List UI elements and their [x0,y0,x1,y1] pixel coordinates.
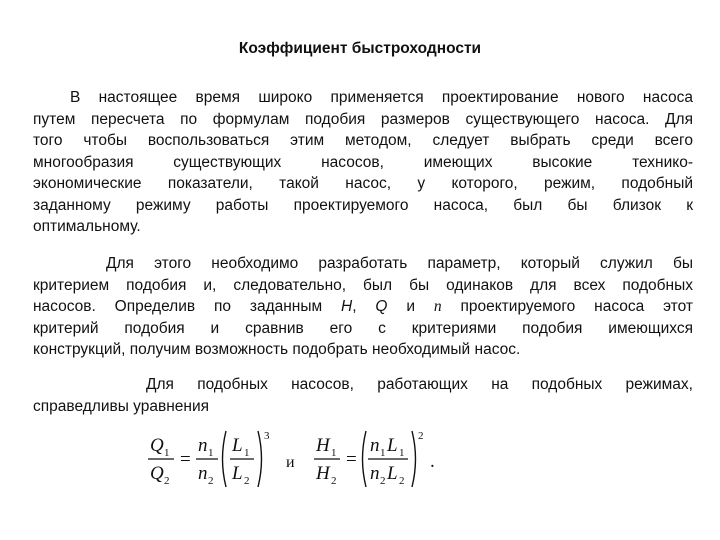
text-line: Для этого необходимо разработать параметр, который служил бы [106,255,693,272]
text-line: многообразия существующих насосов, имеющих высокие технико- [33,153,693,171]
paragraph-intro [33,87,693,238]
formula-subscript: 2 [164,475,170,487]
formula-subscript: 1 [164,447,170,459]
conjunction-text: и [286,454,295,471]
text-line: В настоящее время широко применяется проектирование нового насоса [70,89,693,106]
formula-symbol: H [316,463,330,484]
equals-sign: = [180,449,191,470]
text-line: Для подобных насосов, работающих на подобных режимах, [146,376,693,393]
left-paren [363,431,367,487]
page-title: Коэффициент быстроходности [238,40,482,57]
right-paren [412,431,416,487]
formula-subscript: 1 [208,447,214,459]
left-paren [223,431,227,487]
formula-symbol: n [370,463,380,484]
formula-subscript: 1 [331,447,337,459]
text-line: конструкций, получим возможность подобрать необходимый насос. [33,341,521,358]
formula-subscript: 2 [399,475,405,487]
formula-symbol: L [232,435,243,456]
formula-symbol: Q [150,463,164,484]
formula-symbol: L [387,463,398,484]
formula-subscript: 1 [380,447,386,459]
formula-symbol: H [316,435,330,456]
text-line: путем пересчета по формулам подобия размеров существующего насоса. Для [33,110,693,128]
variable-n: n [433,298,442,315]
variable-h: H [341,298,353,315]
equals-sign: = [346,449,357,470]
text-fragment: и [387,298,434,315]
formula-symbol: n [198,463,208,484]
similarity-formulas [140,425,560,495]
text-line: экономические показатели, такой насос, у которого, режим, подобный [33,175,693,192]
right-paren [258,431,262,487]
formula-subscript: 1 [244,447,250,459]
text-line: оптимальному. [33,218,141,235]
formula-symbol: L [232,463,243,484]
formula-symbol: n [198,435,208,456]
formula-symbol: L [387,435,398,456]
text-line: критерием подобия и, следовательно, был бы одинаков для всех подобных [33,276,693,294]
formula-exponent: 3 [264,430,270,442]
formula-svg [140,425,560,495]
formula-subscript: 2 [380,475,386,487]
text-fragment: насосов. Определив по заданным [33,298,342,315]
formula-period: . [430,451,435,472]
text-fragment: , [352,298,376,315]
paragraph-equations-intro [33,374,693,417]
formula-subscript: 2 [244,475,250,487]
formula-symbol: n [370,435,380,456]
paragraph-criterion [33,253,693,361]
formula-subscript: 2 [208,475,214,487]
formula-subscript: 2 [331,475,337,487]
formula-subscript: 1 [399,447,405,459]
formula-symbol: Q [150,435,164,456]
text-line: заданному режиму работы проектируемого насоса, был бы близок к [33,196,693,214]
text-line: справедливы уравнения [33,397,209,415]
variable-q: Q [375,298,388,315]
text-fragment: проектируемого насоса этот [441,298,693,315]
text-line: критерий подобия и сравнив его с критериями подобия имеющихся [33,319,693,337]
text-line [33,296,693,318]
text-line: того чтобы воспользоваться этим методом, следует выбрать среди всего [33,132,693,149]
formula-exponent: 2 [418,430,424,442]
